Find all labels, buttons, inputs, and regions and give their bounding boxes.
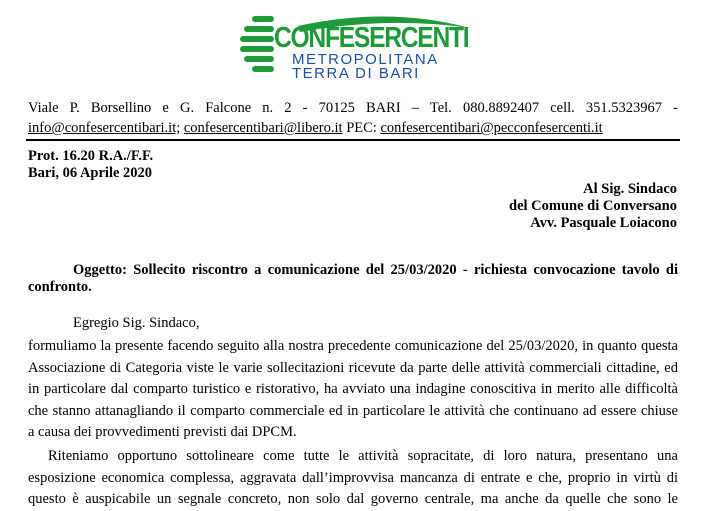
confesercenti-logo: CONFESERCENTI METROPOLITANA TERRA DI BARI — [238, 8, 473, 84]
subject: Oggetto: Sollecito riscontro a comunicazione del 25/03/2020 - richiesta convocazione tavolo di confronto. — [28, 262, 678, 295]
recipient-block: Al Sig. Sindaco del Comune di Conversano Avv. Pasquale Loiacono — [509, 181, 677, 231]
contact-emails: info@confesercentibari.it; confesercentibari@libero.it PEC: confesercentibari@pecconfesercenti.it — [28, 120, 603, 136]
paragraph-2: Riteniamo opportuno sottolineare come tutte le attività sopracitate, di loro natura, presentano una esposizione economica complessa, aggravata dall’improvvisa mancanza di entrate e che, proprio in virtù di questo è auspicabile un segnale concreto, non solo dal governo centrale, ma anche da quelle che sono le — [28, 448, 678, 507]
protocol-block: Prot. 16.20 R.A./F.F. Bari, 06 Aprile 2020 — [28, 148, 154, 181]
greeting: Egregio Sig. Sindaco, — [73, 315, 200, 331]
email-link-libero[interactable]: confesercentibari@libero.it — [183, 120, 343, 136]
paragraph-1: formuliamo la presente facendo seguito alla nostra precedente comunicazione del 25/03/2020, in quanto questa Associazione di Categoria viste le varie sollecitazioni ricevute da parte delle attività commerciali cittadine, ed in particolare dal comparto turistico e ristorativo, ha avviato una indagine conoscitiva in merito alle difficoltà che stanno attanagliando il comparto commerciale ed in particolare le attività che continuano ad essere chiuse a causa dei provvedimenti previsti dai DPCM. — [28, 338, 678, 440]
header-rule — [26, 139, 680, 141]
pec-link[interactable]: confesercentibari@pecconfesercenti.it — [380, 120, 603, 136]
address-line: Viale P. Borsellino e G. Falcone n. 2 - 70125 BARI – Tel. 080.8892407 cell. 351.5323967 - — [28, 100, 678, 116]
email-link[interactable]: info@confesercentibari.it; — [28, 120, 181, 136]
